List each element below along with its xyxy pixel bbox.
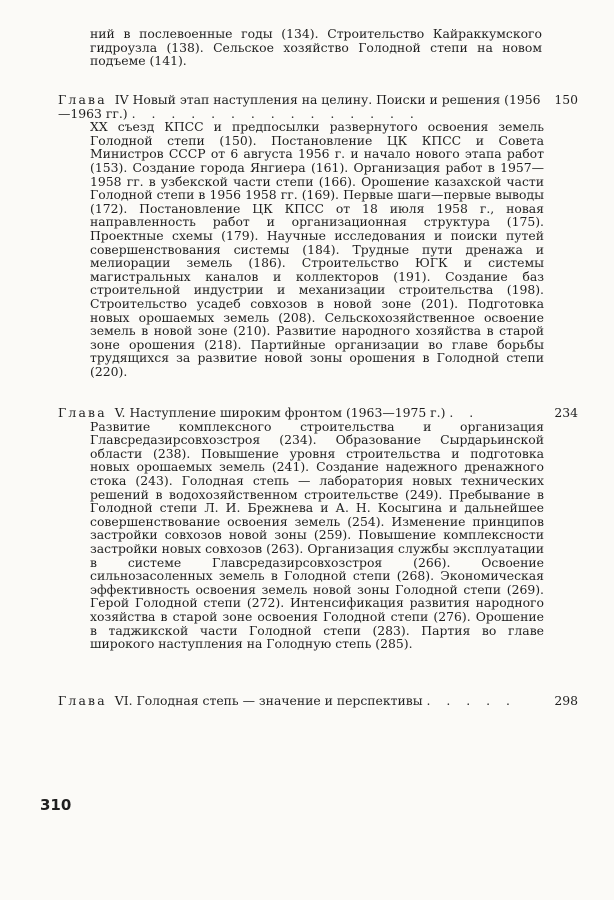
chapter-vi-entry bbox=[58, 694, 578, 708]
chapter-title: IV Новый этап наступления на целину. Поиски и решения (1956—1963 гг.) bbox=[58, 92, 541, 121]
chapter-summary: Развитие комплексного строительства и организация Главсредазирсовхозстроя (234). Образование Сырдарьинской области (238). Повышение уровня строительства и подготовка новых орошаемых земель (241). Создание надежного дренажного стока (243). Голодная степь — лаборатория новых технических решений в водохозяйственном строительстве (249). Пребывание в Голодной степи Л. И. Брежнева и А. Н. Косыгина и дальнейшее совершенствование освоения земель (254). Изменение принципов застройки совхозов новой зоны (259). Повышение комплексности застройки новых совхозов (263). Организация службы эксплуатации в системе Главсредазирсовхозстроя (266). Освоение сильнозасоленных земель в Голодной степи (268). Экономическая эффективность освоения земель новой зоны Голодной степи (269). Герой Голодной степи (272). Интенсификация развития народного хозяйства в старой зоне освоения Голодной степи (276). Орошение в таджикской части Голодной степи (283). Партия во главе широкого наступления на Голодную степь (285). bbox=[90, 418, 544, 652]
chapter-page-number: 150 bbox=[554, 92, 578, 107]
chapter-summary: XX съезд КПСС и предпосылки развернутого освоения земель Голодной степи (150). Постановление ЦК КПСС и Совета Министров СССР от 6 августа 1956 г. и начало нового этапа работ (153). Создание города Янгиера (161). Организация работ в 1957—1958 гг. в узбекской части степи (166). Орошение казахской части Голодной степи в 1956 1958 гг. (169). Первые шаги—первые выводы (172). Постановление ЦК КПСС от 18 июля 1958 г., новая направленность работ и организационная структура (175). Проектные схемы (179). Научные исследования и поиски путей совершенствования системы (184). Трудные пути дренажа и мелиорации земель (186). Строительство ЮГК и системы магистральных каналов и коллекторов (191). Создание баз строительной индустрии и механизации строительства (198). Строительство усадеб совхозов в новой зоне (201). Подготовка новых орошаемых земель (208). Сельскохозяйственное освоение земель в новой зоне (210). Развитие народного хозяйства в старой зоне орошения (218). Партийные организации во главе борьбы трудящихся за развитие новой зоны орошения в Голодной степи (220). bbox=[90, 119, 544, 379]
chapter-page-number: 234 bbox=[554, 405, 578, 420]
chapter-title: VI. Голодная степь — значение и перспективы bbox=[114, 693, 423, 708]
chapter-heading bbox=[58, 693, 578, 708]
chapter-heading bbox=[58, 405, 578, 420]
chapter-page-number: 298 bbox=[554, 693, 578, 708]
chapter-title: V. Наступление широким фронтом (1963—1975 г.) bbox=[114, 405, 446, 420]
chapter-label: Глава bbox=[58, 693, 107, 708]
chapter-label: Глава bbox=[58, 405, 107, 420]
chapter-iv-entry bbox=[58, 93, 578, 378]
page-number: 310 bbox=[40, 796, 72, 814]
chapter-label: Глава bbox=[58, 92, 107, 107]
chapter-heading bbox=[58, 92, 578, 121]
chapter-v-entry bbox=[58, 406, 578, 651]
previous-chapter-continuation: ний в послевоенные годы (134). Строительство Кайраккумского гидроузла (138). Сельское хозяйство Голодной степи на новом подъеме (141). bbox=[90, 26, 542, 69]
dot-leader: . . . . . bbox=[426, 693, 516, 708]
dot-leader: . . bbox=[449, 405, 480, 420]
dot-leader: . . . . . . . . . . . . . . . bbox=[131, 105, 420, 121]
